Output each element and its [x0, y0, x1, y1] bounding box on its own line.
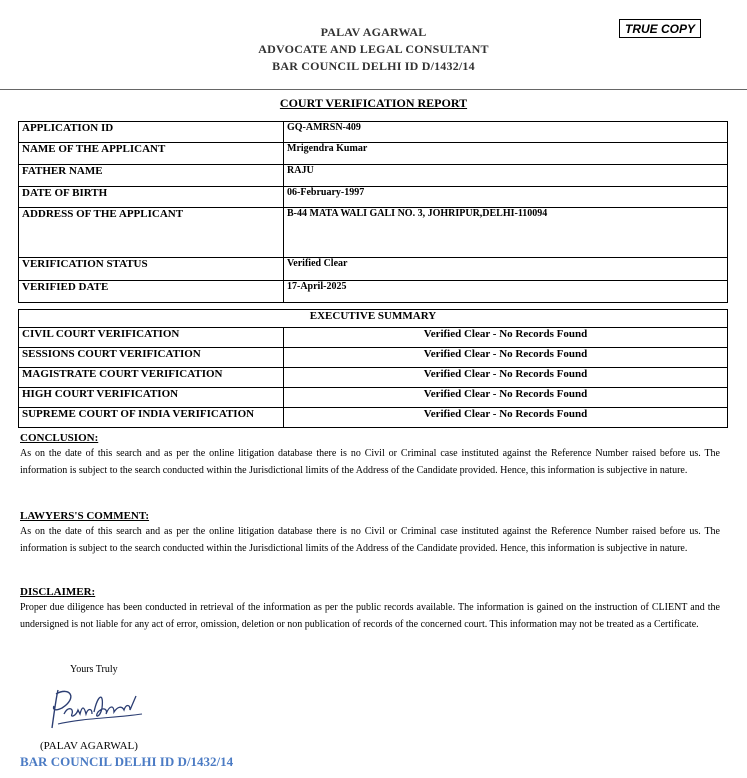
table-row [19, 258, 728, 281]
row-label: SESSIONS COURT VERIFICATION [19, 348, 284, 368]
row-value: B-44 MATA WALI GALI NO. 3, JOHRIPUR,DELHI-110094 [284, 208, 728, 258]
row-label: DATE OF BIRTH [19, 187, 284, 208]
true-copy-stamp: TRUE COPY [619, 19, 701, 38]
row-label: APPLICATION ID [19, 122, 284, 143]
executive-summary-table [18, 309, 728, 428]
signatory-name: (PALAV AGARWAL) [40, 740, 138, 752]
table-row [19, 165, 728, 187]
row-label: HIGH COURT VERIFICATION [19, 388, 284, 408]
disclaimer-text: Proper due diligence has been conducted in retrieval of the information as per the public records available. The information is gained on the instruction of CLIENT and the undersigned is not liable for any act of error, omission, deletion or non publication of records of the concerned court. This information may not be treated as a Certificate. [20, 602, 720, 630]
disclaimer-heading: DISCLAIMER: [20, 586, 96, 598]
report-title: COURT VERIFICATION REPORT [279, 96, 468, 110]
row-value: Verified Clear - No Records Found [284, 408, 728, 428]
row-label: NAME OF THE APPLICANT [19, 143, 284, 165]
row-label: ADDRESS OF THE APPLICANT [19, 208, 284, 258]
summary-heading: EXECUTIVE SUMMARY [19, 310, 728, 328]
disclaimer-section [20, 586, 720, 633]
row-label: VERIFIED DATE [19, 281, 284, 303]
footer-bar-council-id: BAR COUNCIL DELHI ID D/1432/14 [20, 754, 234, 769]
bar-council-id: BAR COUNCIL DELHI ID D/1432/14 [272, 59, 475, 73]
row-value: RAJU [284, 165, 728, 187]
lawyers-comment-section [20, 510, 720, 557]
table-row [19, 187, 728, 208]
lawyers-comment-text: As on the date of this search and as per the online litigation database there is no Civil or Criminal case instituted against the Reference Number raised before us. The information is subject to the search conducted within the Jurisdictional limits of the Address of the Candidate provided. Hence, this information is subjective in nature. [20, 526, 720, 554]
applicant-info-table [18, 121, 728, 303]
row-value: 06-February-1997 [284, 187, 728, 208]
row-label: FATHER NAME [19, 165, 284, 187]
row-value: Verified Clear - No Records Found [284, 328, 728, 348]
signature-icon [44, 684, 154, 736]
table-row [19, 408, 728, 428]
row-value: Verified Clear [284, 258, 728, 281]
table-row [19, 328, 728, 348]
row-label: MAGISTRATE COURT VERIFICATION [19, 368, 284, 388]
table-row [19, 281, 728, 303]
table-row [19, 310, 728, 328]
header-divider [0, 89, 747, 90]
row-value: Verified Clear - No Records Found [284, 348, 728, 368]
row-value: Mrigendra Kumar [284, 143, 728, 165]
lawyers-comment-heading: LAWYERS'S COMMENT: [20, 510, 150, 522]
table-row [19, 122, 728, 143]
conclusion-heading: CONCLUSION: [20, 432, 99, 444]
advocate-role: ADVOCATE AND LEGAL CONSULTANT [258, 42, 489, 56]
table-row [19, 388, 728, 408]
table-row [19, 143, 728, 165]
row-label: CIVIL COURT VERIFICATION [19, 328, 284, 348]
closing-line: Yours Truly [70, 664, 118, 675]
row-value: GQ-AMRSN-409 [284, 122, 728, 143]
table-row [19, 348, 728, 368]
advocate-name: PALAV AGARWAL [320, 25, 427, 39]
conclusion-text: As on the date of this search and as per the online litigation database there is no Civil or Criminal case instituted against the Reference Number raised before us. The information is subject to the search conducted within the Jurisdictional limits of the Address of the Candidate provided. Hence, this information is subjective in nature. [20, 448, 720, 476]
row-value: 17-April-2025 [284, 281, 728, 303]
row-label: VERIFICATION STATUS [19, 258, 284, 281]
row-value: Verified Clear - No Records Found [284, 388, 728, 408]
row-label: SUPREME COURT OF INDIA VERIFICATION [19, 408, 284, 428]
table-row [19, 208, 728, 258]
row-value: Verified Clear - No Records Found [284, 368, 728, 388]
table-row [19, 368, 728, 388]
conclusion-section [20, 432, 720, 479]
